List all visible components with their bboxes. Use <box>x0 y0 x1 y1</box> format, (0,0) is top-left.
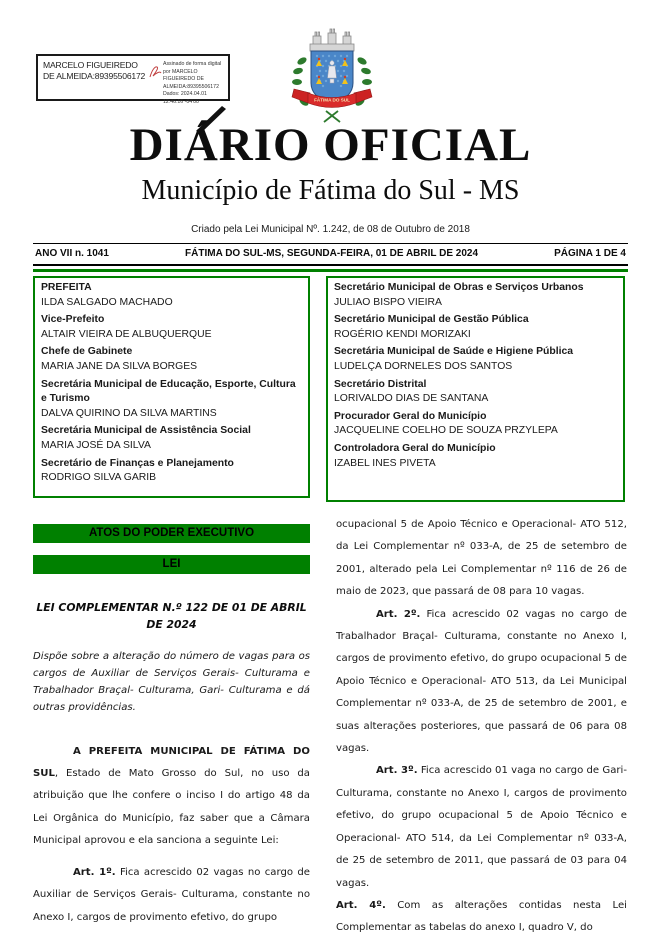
official-role: Secretário Municipal de Gestão Pública <box>334 314 529 326</box>
paragraph-lead: Art. 1º. <box>73 866 116 878</box>
digital-signature-box <box>36 54 230 105</box>
banner-lei: LEI <box>33 555 310 574</box>
body-column-right <box>336 514 627 935</box>
banner-atos-poder-executivo: ATOS DO PODER EXECUTIVO <box>33 524 310 543</box>
official-name: LUDELÇA DORNELES DOS SANTOS <box>334 360 513 372</box>
official-role: Chefe de Gabinete <box>41 346 133 358</box>
signature-details: Assinado de forma digital por MARCELO FIGUEIREDO DE ALMEIDA:89395506172 Dados: 2024.04.01 12:46:16 -04'00' <box>163 61 222 105</box>
official-name: JULIAO BISPO VIEIRA <box>334 296 442 308</box>
paragraph-lead: A PREFEITA MUNICIPAL DE FÁTIMA DO SUL <box>33 745 310 780</box>
paragraph-lead: Art. 2º. <box>376 608 421 620</box>
masthead-creation-note: Criado pela Lei Municipal Nº. 1.242, de 08 de Outubro de 2018 <box>191 224 470 235</box>
paragraph-text: Fica acrescido 02 vagas no cargo de Trabalhador Braçal- Culturama, constante no Anexo I, cargos de provimento efetivo, do grupo ocupacional 5 de Apoio Técnico e Operacional- ATO 513, da Lei Municipal Complementar nº 033-A, de 25 de setembro de 2001, e suas alterações posteriores, que passará de 06 para 08 vagas. <box>336 608 627 755</box>
official-name: MARIA JANE DA SILVA BORGES <box>41 360 198 372</box>
official-name: LORIVALDO DIAS DE SANTANA <box>334 393 489 405</box>
edition-label: ANO VII n. 1041 <box>35 248 109 259</box>
paragraph-text: ocupacional 5 de Apoio Técnico e Operacional- ATO 512, da Lei Complementar nº 033-A, de 25 de setembro de 2001, alterado pela Lei Complementar nº 116 de 26 de maio de 2023, que passará de 08 para 10 vagas. <box>336 519 627 598</box>
official-name: MARIA JOSÉ DA SILVA <box>41 439 151 451</box>
signature-name: MARCELO FIGUEIREDO DE ALMEIDA:89395506172 <box>43 60 146 82</box>
paragraph-text: Fica acrescido 01 vaga no cargo de Gari- Culturama, constante no Anexo I, cargos de provimento efetivo, do grupo ocupacional 5 de Apoio Técnico e Operacional- ATO 514, da Lei Complementar nº 033-A, de 25 de setembro de 2011, que passará de 03 para 04 vagas. <box>336 765 628 889</box>
signature-scribble-icon <box>149 56 163 99</box>
paragraph-lead: Art. 3º. <box>376 765 418 777</box>
page-label: PÁGINA 1 DE 4 <box>554 248 626 259</box>
official-role: PREFEITA <box>41 282 92 293</box>
law-paragraph <box>336 514 627 604</box>
law-summary: Dispõe sobre a alteração do número de vagas para os cargos de Auxiliar de Serviços Gerais- Culturama e Trabalhador Braçal- Culturama, Gari- Culturama e dá outras providências. <box>33 651 310 713</box>
official-role: Secretário Municipal de Obras e Serviços Urbanos <box>334 282 584 293</box>
official-name: RODRIGO SILVA GARIB <box>41 472 157 484</box>
coat-of-arms-icon <box>286 27 378 123</box>
law-paragraph <box>336 604 627 761</box>
official-name: ILDA SALGADO MACHADO <box>41 296 173 308</box>
official-role: Vice-Prefeito <box>41 314 105 326</box>
official-role: Procurador Geral do Município <box>334 410 487 422</box>
official-name: IZABEL INES PIVETA <box>334 457 436 469</box>
paragraph-lead: Art. 4º. <box>336 899 386 911</box>
crest-ribbon-text: FÁTIMA DO SUL <box>314 97 350 103</box>
official-role: Secretária Municipal de Assistência Social <box>41 425 251 437</box>
masthead-subtitle: Município de Fátima do Sul - MS <box>141 175 520 206</box>
law-paragraph <box>33 862 310 929</box>
officials-section <box>33 276 625 502</box>
official-name: ROGÉRIO KENDI MORIZAKI <box>334 328 471 340</box>
header-bar <box>33 243 628 272</box>
official-role: Secretária Municipal de Saúde e Higiene Pública <box>334 346 574 358</box>
masthead-title: DIÁRIO OFICIAL <box>129 119 532 171</box>
official-role: Secretária Municipal de Educação, Esporte, Cultura e Turismo <box>41 378 296 405</box>
official-name: ALTAIR VIEIRA DE ALBUQUERQUE <box>41 328 212 340</box>
body-column-left <box>33 524 310 929</box>
law-paragraph <box>33 741 310 853</box>
green-divider <box>33 269 628 272</box>
law-paragraph <box>336 760 627 894</box>
official-role: Secretário Distrital <box>334 378 427 390</box>
paragraph-text: Fica acrescido 02 vagas no cargo de Auxiliar de Serviços Gerais- Culturama, constante no Anexo I, cargos de provimento efetivo, do grupo <box>33 866 310 923</box>
official-role: Secretário de Finanças e Planejamento <box>41 457 234 469</box>
law-paragraph <box>336 895 627 935</box>
officials-box-right <box>326 276 625 502</box>
official-role: Controladora Geral do Município <box>334 442 496 454</box>
law-title: LEI COMPLEMENTAR N.º 122 DE 01 DE ABRIL DE 2024 <box>36 601 307 631</box>
paragraph-text: , Estado de Mato Grosso do Sul, no uso da atribuição que lhe confere o inciso I do artigo 48 da Lei Orgânica do Município, faz saber que a Câmara Municipal aprovou e ela sanciona a seguinte Lei: <box>33 768 310 847</box>
officials-box-left <box>33 276 310 498</box>
official-name: DALVA QUIRINO DA SILVA MARTINS <box>41 407 217 419</box>
date-label: FÁTIMA DO SUL-MS, SEGUNDA-FEIRA, 01 DE ABRIL DE 2024 <box>185 248 479 259</box>
paragraph-text: Com as alterações contidas nesta Lei Complementar as tabelas do anexo I, quadro V, do <box>336 899 627 934</box>
official-name: JACQUELINE COELHO DE SOUZA PRZYLEPA <box>334 425 558 437</box>
